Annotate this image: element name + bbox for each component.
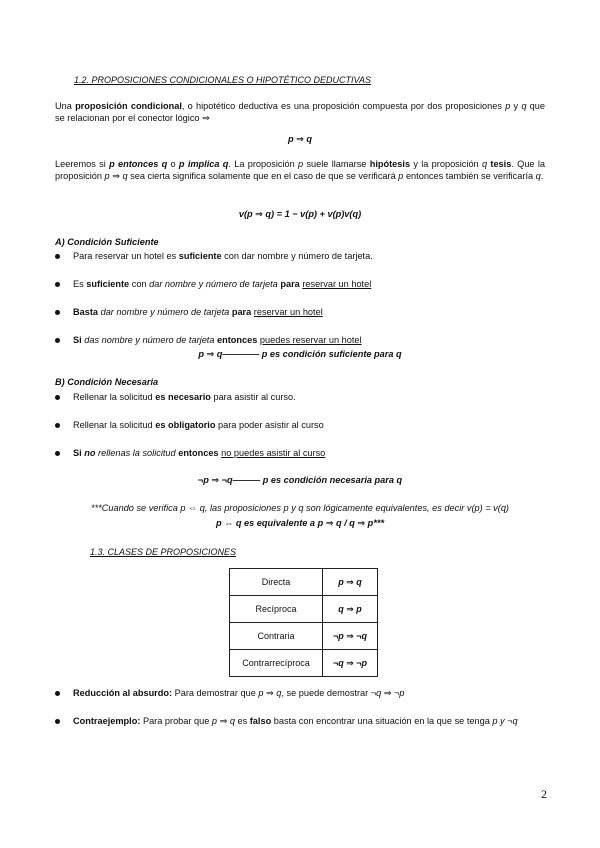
- text: , o hipotético deductiva es una proposición compuesta por dos proposiciones: [181, 101, 506, 111]
- var: p: [398, 171, 404, 181]
- var: p: [298, 159, 304, 169]
- table-cell-expr: ¬p ⇒ ¬q: [323, 623, 378, 650]
- definition-paragraph: [55, 100, 545, 124]
- equivalence-note-line2: p ⇔ q es equivalente a p ⇒ q / q ⇒ p***: [215, 518, 385, 528]
- formula-implication: p ⇒ q: [287, 134, 313, 144]
- text-bold: suficiente: [178, 251, 222, 261]
- bullet-icon: [55, 310, 60, 315]
- var: q: [481, 159, 488, 169]
- text-bold: suficiente: [86, 279, 130, 289]
- text: sea cierta significa solamente que en el caso de que se verificará: [127, 171, 399, 181]
- var-q: q: [521, 101, 527, 111]
- text-bold: Si: [73, 448, 82, 458]
- text-underline: no puedes asistir al curso: [221, 448, 326, 458]
- table-row: [230, 650, 378, 677]
- text-bold: para: [229, 307, 254, 317]
- bullet-icon: [55, 719, 60, 724]
- section-title-1-2: 1.2. PROPOSICIONES CONDICIONALES O HIPOTÉTICO DEDUCTIVAS: [74, 75, 372, 85]
- term: hipótesis: [369, 159, 411, 169]
- text-italic: p ⇒ q: [258, 688, 282, 698]
- conclusion-necesaria: ¬p ⇒ ¬q——— p es condición necesaria para q: [197, 475, 403, 485]
- text: Rellenar la solicitud: [73, 420, 156, 430]
- var-p: p: [505, 101, 511, 111]
- text: que se relacionan por el conector lógico ⇒: [55, 101, 545, 123]
- text: o: [167, 159, 179, 169]
- proposition-classes-table: [229, 568, 378, 677]
- text: con dar nombre y número de tarjeta.: [221, 251, 373, 261]
- section-title-1-3: 1.3. CLASES DE PROPOSICIONES: [90, 547, 237, 557]
- bullet-icon: [55, 282, 60, 287]
- reading-paragraph: [55, 158, 545, 182]
- text: con: [129, 279, 150, 289]
- term: p entonces q: [109, 159, 168, 169]
- text: Es: [73, 279, 87, 289]
- text: Una: [55, 101, 76, 111]
- text: Para reservar un hotel es: [73, 251, 179, 261]
- text: Para probar que: [140, 716, 212, 726]
- bullet-icon: [55, 254, 60, 259]
- text-bold: entonces: [175, 448, 222, 458]
- text: para poder asistir al curso: [215, 420, 324, 430]
- formula-truth-value: v(p ⇒ q) = 1 − v(p) + v(p)v(q): [238, 209, 362, 219]
- table-row: [230, 623, 378, 650]
- text-bold: Basta: [73, 307, 99, 317]
- bullet-icon: [55, 691, 60, 696]
- text-bold: Si: [73, 335, 82, 345]
- page-number: 2: [541, 787, 547, 801]
- table-cell-name: Recíproca: [230, 596, 323, 623]
- term: p implica q: [178, 159, 229, 169]
- text-italic: ¬q ⇒ ¬p: [370, 688, 405, 698]
- text-underline: reservar un hotel: [302, 279, 372, 289]
- heading-necesaria: B) Condición Necesaria: [55, 377, 159, 387]
- text-bold: es necesario: [155, 392, 211, 402]
- var: q: [535, 171, 541, 181]
- text: y la proposición: [410, 159, 482, 169]
- text: . La proposición: [228, 159, 299, 169]
- text-italic: das nombre y número de tarjeta: [81, 335, 215, 345]
- bullet-icon: [55, 395, 60, 400]
- text: y: [510, 101, 522, 111]
- heading-suficiente: A) Condición Suficiente: [55, 237, 159, 247]
- text-italic: p ⇒ q: [211, 716, 235, 726]
- bullet-icon: [55, 451, 60, 456]
- term: tesis: [487, 159, 512, 169]
- text: suele llamarse: [303, 159, 370, 169]
- text-italic: dar nombre y número de tarjeta: [149, 279, 278, 289]
- text: es: [234, 716, 250, 726]
- table-cell-expr: p ⇒ q: [323, 569, 378, 596]
- text: basta con encontrar una situación en la que se tenga: [271, 716, 493, 726]
- text-underline: puedes reservar un hotel: [259, 335, 362, 345]
- text-bold: Reducción al absurdo:: [73, 688, 173, 698]
- equivalence-note-line1: ***Cuando se verifica p ⇔ q, las proposiciones p y q son lógicamente equivalentes, es decir v(p) = v(q): [91, 503, 509, 513]
- table-cell-name: Directa: [230, 569, 323, 596]
- text-bold: es obligatorio: [155, 420, 216, 430]
- text: .: [540, 171, 544, 181]
- table-cell-expr: q ⇒ p: [323, 596, 378, 623]
- conclusion-suficiente: p ⇒ q———— p es condición suficiente para q: [198, 349, 402, 359]
- text: Leeremos si: [55, 159, 110, 169]
- text-bold-italic: no: [81, 448, 96, 458]
- text-italic: dar nombre y número de tarjeta: [98, 307, 230, 317]
- bullet-icon: [55, 423, 60, 428]
- table-row: [230, 596, 378, 623]
- text-italic: p y ¬q: [492, 716, 518, 726]
- text: . Que la proposición: [55, 159, 545, 181]
- table-cell-expr: ¬q ⇒ ¬p: [323, 650, 378, 677]
- table-row: [230, 569, 378, 596]
- text-bold: entonces: [214, 335, 260, 345]
- bullet-icon: [55, 338, 60, 343]
- term-bold: proposición condicional: [75, 101, 182, 111]
- table-cell-name: Contrarrecíproca: [230, 650, 323, 677]
- text-bold: Contraejemplo:: [73, 716, 141, 726]
- table-cell-name: Contraria: [230, 623, 323, 650]
- text: para asistir al curso.: [210, 392, 296, 402]
- var: p ⇒ q: [104, 171, 128, 181]
- text: Para demostrar que: [172, 688, 259, 698]
- text-bold: para: [277, 279, 303, 289]
- text-underline: reservar un hotel: [253, 307, 323, 317]
- text: Rellenar la solicitud: [73, 392, 156, 402]
- text-italic: rellenas la solicitud: [95, 448, 176, 458]
- text: , se puede demostrar: [281, 688, 371, 698]
- text-bold: falso: [249, 716, 272, 726]
- text: entonces también se verificaría: [403, 171, 536, 181]
